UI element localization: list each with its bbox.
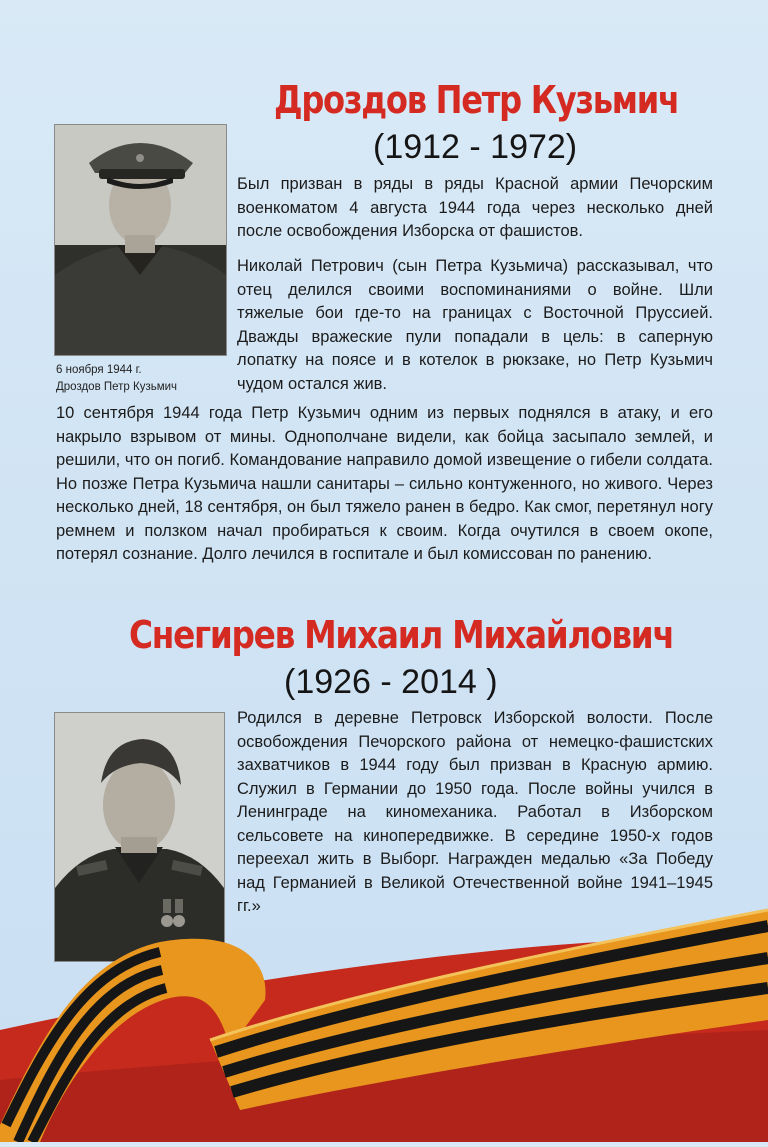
person2-paragraph-1: Родился в деревне Петровск Изборской волости. После освобождения Печорского района от немецко-фашистских захватчиков в 1944 году был призван в Красную армию. Служил в Германии до 1950 года. После войны учился в Ленинграде на киномеханика. Работал в Изборском сельсовете на кинопередвижке. В середине 1950-х годов переехал жить в Выборг. Награжден медалью «За Победу над Германией в Великой Отечественной войне 1941–1945 гг.»	[237, 709, 713, 915]
person1-name: Дроздов Петр Кузьмич	[274, 78, 679, 122]
caption-name: Дроздов Петр Кузьмич	[56, 381, 178, 393]
person2-years: (1926 - 2014 )	[284, 663, 498, 701]
caption-date: 6 ноября 1944 г.	[56, 364, 142, 376]
person2-name: Снегирев Михаил Михайлович	[129, 613, 674, 657]
person1-paragraph-2: Николай Петрович (сын Петра Кузьмича) рассказывал, что отец делился своими воспоминаниями о войне. Шли тяжелые бои где-то на границах с Восточной Пруссией. Дважды вражеские пули попадали в цель: в саперную лопатку на поясе и в котелок в рюкзаке, но Петр Кузьмич чудом остался жив.	[237, 257, 713, 393]
person1-photo	[54, 124, 227, 356]
st-george-ribbon	[0, 880, 768, 1142]
person1-paragraph-3: 10 сентября 1944 года Петр Кузьмич одним из первых поднялся в атаку, и его накрыло взрывом от мины. Однополчане видели, как бойца засыпало землей, и решили, что он погиб. Командование направило домой извещение о гибели солдата. Но позже Петра Кузьмича нашли санитары – сильно контуженного, но живого. Через несколько дней, 18 сентября, он был тяжело ранен в бедро. Как смог, перетянул ногу ремнем и ползком начал пробираться к своим. Когда очутился в своем окопе, потерял сознание. Долго лечился в госпитале и был комиссован по ранению.	[56, 404, 713, 563]
person1-years: (1912 - 1972)	[373, 128, 578, 166]
person1-photo-caption	[56, 362, 226, 396]
person1-paragraph-1: Был призван в ряды в ряды Красной армии Печорским военкоматом 4 августа 1944 года через несколько дней после освобождения Изборска от фашистов.	[237, 175, 713, 240]
